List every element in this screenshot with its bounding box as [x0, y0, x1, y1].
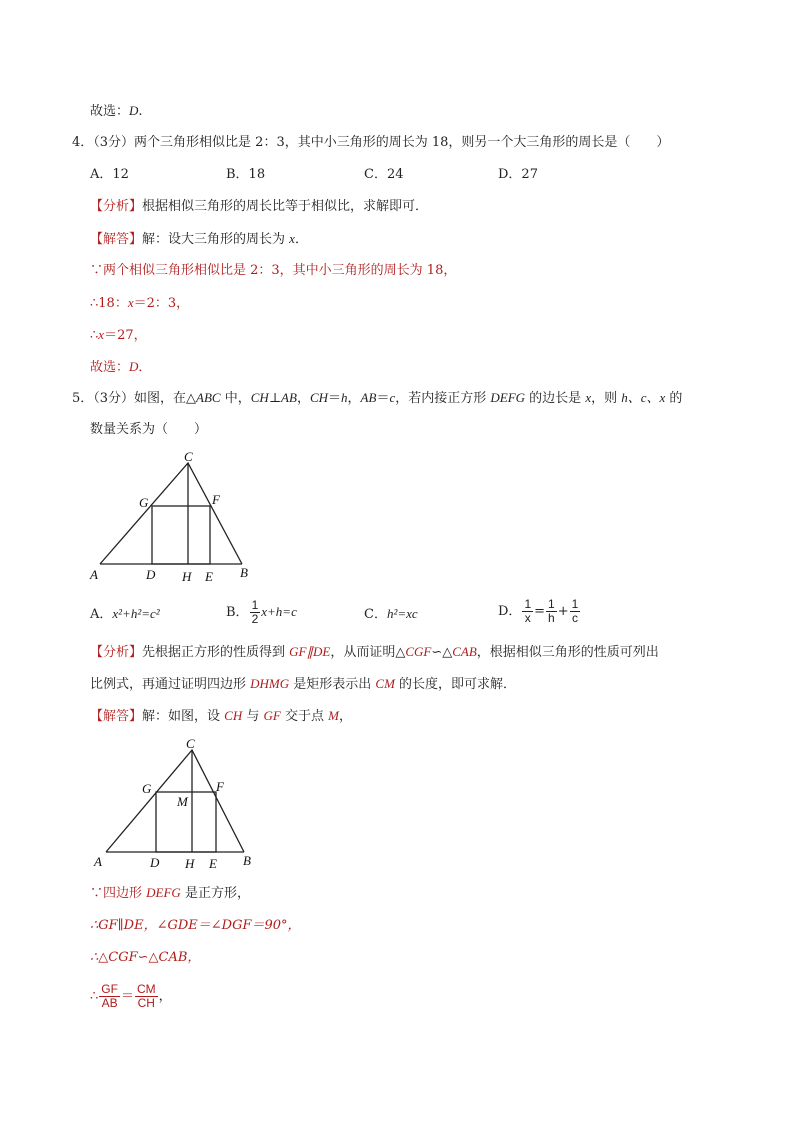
option-b-formula: x+h=c [261, 604, 297, 619]
denominator: CH [137, 996, 155, 1010]
analysis-text: 比例式，再通过证明四边形 [90, 677, 251, 692]
numerator: CM [136, 982, 156, 996]
label-b: B [240, 565, 248, 580]
numerator: 1 [524, 597, 532, 611]
q5-var: CH [250, 390, 269, 405]
fraction-1-c [570, 598, 581, 625]
answer-line-q3 [90, 102, 143, 121]
var-x: x [127, 295, 134, 310]
fraction-gf-ab [99, 983, 120, 1010]
label-e: E [205, 569, 213, 584]
q5-var: h、c、x [621, 390, 666, 405]
fraction-1-h [546, 598, 557, 625]
q5-text: ， [296, 391, 310, 406]
punct: ， [158, 989, 172, 1004]
punct: ， [338, 709, 352, 724]
label-h: H [185, 856, 195, 871]
analysis-text: ，从而证明△ [330, 645, 406, 660]
step-text: ∴ [90, 328, 99, 343]
label-g: G [139, 495, 149, 510]
q4-step-3 [90, 326, 147, 345]
step-text: ∵四边形 [90, 886, 147, 901]
question-5-line-2: 数量关系为（ ） [90, 422, 208, 437]
analysis-var: CGF [405, 644, 432, 659]
analysis-var: DHMG [250, 676, 290, 691]
analysis-tag: 【分析】 [90, 199, 143, 214]
q5-option-c [364, 605, 418, 624]
q4-step-2 [90, 294, 189, 313]
answer-choice: D [129, 359, 139, 374]
numerator: 1 [251, 598, 259, 612]
analysis-text: ∽△ [431, 645, 453, 660]
analysis-var: CM [375, 676, 395, 691]
analysis-text: 的长度，即可求解． [394, 677, 517, 692]
q5-text: 的边长是 [525, 391, 586, 406]
analysis-var: GF∥DE [289, 644, 331, 659]
answer-var: GF [263, 708, 281, 723]
label-f: F [216, 779, 224, 794]
q5-option-a [90, 605, 160, 624]
step-text: 是正方形， [180, 886, 250, 901]
step-text: ＝2：3， [133, 296, 190, 311]
q5-option-b [226, 597, 297, 628]
q4-analysis [90, 198, 428, 216]
step-text: ∴ [90, 989, 99, 1004]
q5-var: DEFG [490, 390, 526, 405]
label-a: A [94, 854, 102, 869]
denominator: x [524, 611, 531, 625]
q4-step-1: ∵两个相似三角形相似比是 2：3，其中小三角形的周长为 18， [90, 263, 457, 278]
q5-var: c [389, 390, 396, 405]
q5-text: ＝ [376, 391, 390, 406]
q5-answer [90, 707, 352, 726]
q5-text: 中， [220, 391, 251, 406]
q5-text: ，则 [591, 391, 622, 406]
label-h: H [182, 569, 192, 584]
q5-text: ⊥ [268, 391, 282, 406]
q5-text: 的 [665, 391, 683, 406]
option-letter: A． [90, 607, 113, 622]
answer-text: 与 [242, 709, 264, 724]
answer-text: 解：如图，设 [142, 709, 225, 724]
answer-choice: D [129, 103, 139, 118]
q5-text: ， [347, 391, 361, 406]
q5-text: ，若内接正方形 [395, 391, 491, 406]
q5-option-d: D． $\frac{1}{x}$ = $\frac{1}{h}$ + $\frac{1}{c}$ [498, 597, 579, 625]
q5-analysis-line-2 [90, 675, 516, 694]
numerator: 1 [571, 597, 579, 611]
triangle-figure-2 [88, 734, 264, 874]
fraction-cm-ch [135, 983, 158, 1010]
label-g: G [142, 781, 152, 796]
denominator: AB [101, 996, 118, 1010]
q4-option-b: B．18 [226, 167, 266, 182]
analysis-text: ，根据相似三角形的性质可列出 [476, 645, 659, 660]
denominator: 2 [251, 612, 259, 626]
q4-option-d: D．27 [498, 167, 538, 182]
step-text: ＝27， [104, 328, 147, 343]
denominator: h [548, 611, 555, 625]
question-5 [72, 389, 682, 408]
q5-var: AB [281, 390, 297, 405]
label-d: D [146, 567, 156, 582]
q4-answer [90, 230, 308, 249]
punct: ． [294, 232, 308, 247]
analysis-text: 先根据正方形的性质得到 [142, 645, 290, 660]
numerator: GF [101, 982, 118, 996]
step-text: ∴18： [90, 296, 128, 311]
q4-option-a: A．12 [90, 167, 129, 182]
answer-text: 交于点 [280, 709, 329, 724]
triangle-sides [106, 750, 244, 852]
fraction-1-x [522, 598, 533, 625]
var-x: x [289, 231, 295, 246]
analysis-tag: 【分析】 [90, 645, 143, 660]
option-c-formula: h²=xc [386, 606, 418, 621]
label-a: A [90, 567, 98, 582]
label-b: B [243, 853, 251, 868]
answer-tag: 【解答】 [90, 232, 143, 247]
punct: ． [138, 360, 152, 375]
q5-var: ABC [196, 390, 221, 405]
punct: . [138, 104, 143, 119]
analysis-text: 是矩形表示出 [289, 677, 376, 692]
q5-step-1 [90, 884, 250, 903]
q5-text: 5．（3分）如图，在△ [72, 391, 197, 406]
q5-var: AB [360, 390, 377, 405]
var-x: x [98, 327, 105, 342]
answer-tag: 【解答】 [90, 709, 143, 724]
q5-var: x [585, 390, 592, 405]
square-defg [152, 506, 210, 564]
q5-var: h [341, 390, 348, 405]
label-c: C [184, 449, 193, 464]
triangle-sides [100, 463, 242, 564]
numerator: 1 [548, 597, 555, 611]
label-f: F [212, 492, 220, 507]
q5-text: ＝ [328, 391, 342, 406]
analysis-var: CAB [452, 644, 477, 659]
analysis-text: 根据相似三角形的周长比等于相似比，求解即可． [142, 199, 429, 214]
label-c: C [186, 736, 195, 751]
triangle-figure-1 [86, 448, 262, 588]
q5-analysis-line-1 [90, 643, 659, 662]
q4-option-c: C．24 [364, 167, 404, 182]
q5-step-2: ∴GF∥DE，∠GDE＝∠DGF＝90°， [90, 918, 301, 933]
q5-step-3: ∴△CGF∽△CAB， [90, 950, 201, 965]
label-d: D [150, 855, 160, 870]
answer-var: M [328, 708, 339, 723]
fraction-half [250, 599, 261, 626]
q5-step-4: ∴ $\frac{GF}{AB}$ ＝ $\frac{CM}{CH}$ ， [90, 982, 172, 1010]
q4-step-4 [90, 358, 151, 377]
question-4: 4．（3分）两个三角形相似比是 2：3，其中小三角形的周长为 18，则另一个大三角形的周长是（ ） [72, 135, 670, 150]
option-letter: C． [364, 607, 387, 622]
step-text: 故选： [90, 360, 130, 375]
label-e: E [209, 856, 217, 871]
option-letter: B． [226, 605, 249, 620]
option-letter: D． [498, 604, 522, 619]
answer-label: 故选： [90, 104, 130, 119]
label-m: M [177, 794, 188, 809]
step-var: DEFG [146, 885, 181, 900]
denominator: c [571, 611, 578, 625]
q5-var: CH [309, 390, 329, 405]
answer-var: CH [224, 708, 243, 723]
answer-text: 解：设大三角形的周长为 [142, 232, 290, 247]
option-a-formula: x²+h²=c² [112, 606, 160, 621]
